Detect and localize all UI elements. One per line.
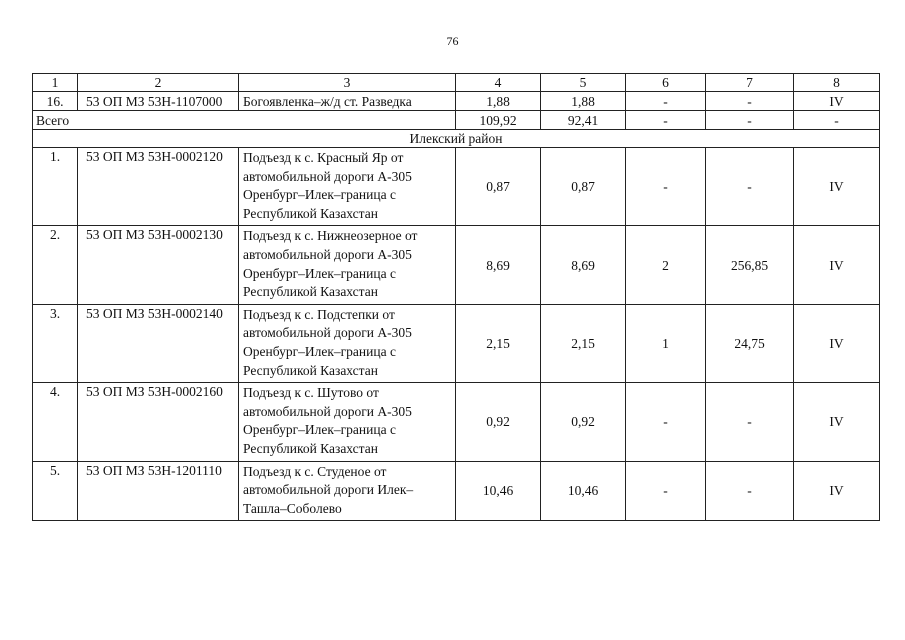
total-row	[33, 111, 880, 130]
road-name-line: Республикой Казахстан	[243, 284, 378, 300]
cell-col5: 0,92	[541, 383, 626, 461]
cell-col8: IV	[794, 226, 880, 304]
total-col8: -	[794, 111, 880, 130]
road-name	[239, 226, 456, 304]
column-header: 5	[541, 74, 626, 92]
total-col6: -	[626, 111, 706, 130]
cell-col6: -	[626, 461, 706, 521]
cell-col5: 2,15	[541, 304, 626, 382]
cell-col7: 24,75	[706, 304, 794, 382]
column-header: 7	[706, 74, 794, 92]
road-name-line: Республикой Казахстан	[243, 362, 378, 378]
road-name-line: автомобильной дороги Илек–	[243, 482, 414, 498]
road-name	[239, 148, 456, 226]
roads-table	[32, 73, 880, 521]
table-row	[33, 383, 880, 461]
cell-col8: IV	[794, 383, 880, 461]
road-name-line: Оренбург–Илек–граница с	[243, 265, 396, 281]
road-code: 53 ОП МЗ 53Н-0002140	[78, 304, 239, 382]
road-name-line: автомобильной дороги А-305	[243, 325, 412, 341]
road-name-line: Оренбург–Илек–граница с	[243, 187, 396, 203]
cell-col4: 0,92	[456, 383, 541, 461]
road-name-line: автомобильной дороги А-305	[243, 168, 412, 184]
cell-col8: IV	[794, 461, 880, 521]
road-name-line: Ташла–Соболево	[243, 500, 342, 516]
table-row	[33, 304, 880, 382]
road-name-line: Подъезд к с. Шутово от	[243, 385, 379, 401]
total-col5: 92,41	[541, 111, 626, 130]
cell-col5: 10,46	[541, 461, 626, 521]
cell-col6: 1	[626, 304, 706, 382]
road-name-line: Подъезд к с. Студеное от	[243, 463, 387, 479]
cell-col8: IV	[794, 304, 880, 382]
row-number: 3.	[33, 304, 78, 382]
road-name-line: Оренбург–Илек–граница с	[243, 343, 396, 359]
road-name-line: Подъезд к с. Красный Яр от	[243, 150, 404, 165]
column-header: 6	[626, 74, 706, 92]
cell-col5: 0,87	[541, 148, 626, 226]
cell-col5: 1,88	[541, 92, 626, 111]
road-name-line: Подъезд к с. Нижнеозерное от	[243, 228, 418, 244]
road-code: 53 ОП МЗ 53Н-0002160	[78, 383, 239, 461]
page-number: 76	[446, 34, 459, 48]
column-header: 8	[794, 74, 880, 92]
cell-col7: 256,85	[706, 226, 794, 304]
cell-col8: IV	[794, 148, 880, 226]
cell-col6: -	[626, 383, 706, 461]
cell-col7: -	[706, 148, 794, 226]
row-number: 4.	[33, 383, 78, 461]
section-row	[33, 130, 880, 148]
cell-col4: 8,69	[456, 226, 541, 304]
cell-col5: 8,69	[541, 226, 626, 304]
cell-col7: -	[706, 92, 794, 111]
column-number-row	[33, 74, 880, 92]
road-code: 53 ОП МЗ 53Н-0002120	[78, 148, 239, 226]
road-code: 53 ОП МЗ 53Н-1201110	[78, 461, 239, 521]
road-name-line: Подъезд к с. Подстепки от	[243, 306, 395, 322]
cell-col4: 2,15	[456, 304, 541, 382]
column-header: 4	[456, 74, 541, 92]
column-header: 1	[33, 74, 78, 92]
cell-col4: 0,87	[456, 148, 541, 226]
road-name-line: Республикой Казахстан	[243, 205, 378, 221]
row-number: 1.	[33, 148, 78, 226]
table-row	[33, 226, 880, 304]
road-name	[239, 383, 456, 461]
road-name: Богоявленка–ж/д ст. Разведка	[239, 92, 456, 111]
total-label: Всего	[33, 111, 456, 130]
table-row	[33, 461, 880, 521]
row-number: 2.	[33, 226, 78, 304]
cell-col4: 10,46	[456, 461, 541, 521]
row-number: 16.	[33, 92, 78, 111]
cell-col8: IV	[794, 92, 880, 111]
road-name-line: Республикой Казахстан	[243, 440, 378, 456]
road-name	[239, 304, 456, 382]
cell-col7: -	[706, 461, 794, 521]
column-header: 2	[78, 74, 239, 92]
road-name	[239, 461, 456, 521]
total-col7: -	[706, 111, 794, 130]
road-name-line: автомобильной дороги А-305	[243, 403, 412, 419]
total-col4: 109,92	[456, 111, 541, 130]
row-number: 5.	[33, 461, 78, 521]
table-row	[33, 148, 880, 226]
road-name-line: автомобильной дороги А-305	[243, 246, 412, 262]
cell-col4: 1,88	[456, 92, 541, 111]
cell-col7: -	[706, 383, 794, 461]
table-row	[33, 92, 880, 111]
cell-col6: -	[626, 148, 706, 226]
road-name-line: Оренбург–Илек–граница с	[243, 422, 396, 438]
road-code: 53 ОП МЗ 53Н-0002130	[78, 226, 239, 304]
cell-col6: -	[626, 92, 706, 111]
cell-col6: 2	[626, 226, 706, 304]
column-header: 3	[239, 74, 456, 92]
section-title: Илекский район	[33, 130, 880, 148]
road-code: 53 ОП МЗ 53Н-1107000	[78, 92, 239, 111]
